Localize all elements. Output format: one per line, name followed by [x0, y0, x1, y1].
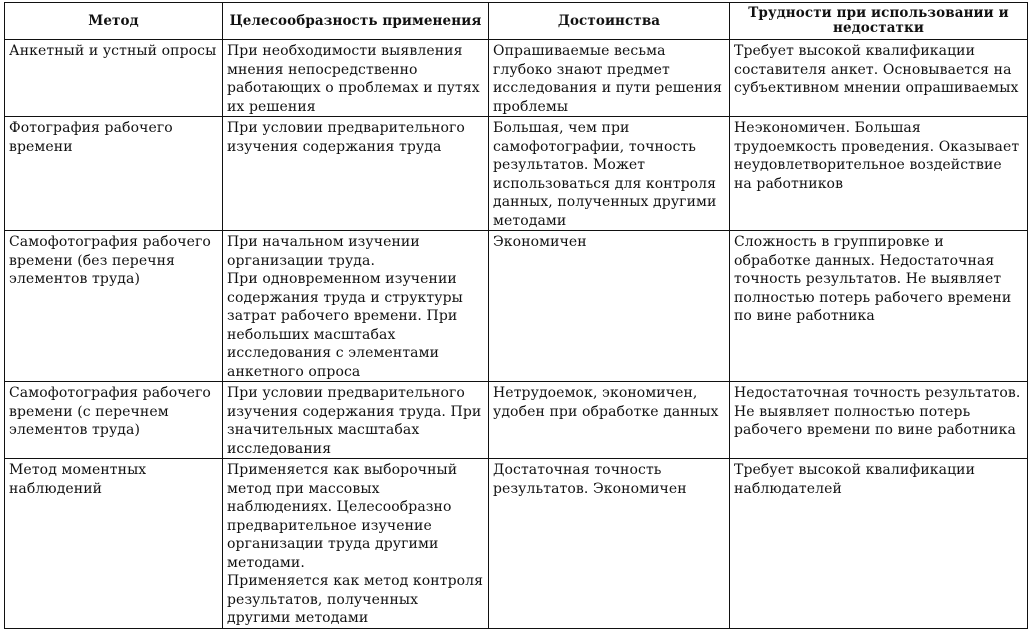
cell-application-text: Применяется как метод контроля результатов, полученных другими методами — [227, 573, 484, 626]
cell-application-text: При одновременном изучении содержания труда и структуры затрат рабочего времени. При небольших масштабах исследования с элементами анкетного опроса — [227, 271, 463, 380]
cell-drawbacks: Сложность в группировке и обработке данных. Недостаточная точность результатов. Не выявляет полностью потерь рабочего времени по вине работника — [730, 231, 1028, 382]
header-advantages: Достоинства — [489, 3, 730, 40]
cell-application-text: При условии предварительного изучения содержания труда — [227, 120, 465, 155]
table-row — [5, 40, 1028, 117]
table-row — [5, 459, 1028, 629]
cell-drawbacks: Требует высокой квалификации составителя анкет. Основывается на субъективном мнении опрашиваемых — [730, 40, 1028, 117]
table-row — [5, 382, 1028, 459]
cell-application — [223, 117, 489, 231]
header-method: Метод — [5, 3, 223, 40]
table-header-row — [5, 3, 1028, 40]
cell-drawbacks: Недостаточная точность результатов. Не выявляет полностью потерь рабочего времени по вине работника — [730, 382, 1028, 459]
cell-method: Самофотография рабочего времени (без перечня элементов труда) — [5, 231, 223, 382]
cell-application-text: При начальном изучении организации труда. — [227, 234, 420, 269]
cell-advantages: Экономичен — [489, 231, 730, 382]
cell-drawbacks: Неэкономичен. Большая трудоемкость проведения. Оказывает неудовлетворительное воздействие на работников — [730, 117, 1028, 231]
cell-method: Анкетный и устный опросы — [5, 40, 223, 117]
header-application: Целесообразность применения — [223, 3, 489, 40]
cell-advantages: Большая, чем при самофотографии, точность результатов. Может использоваться для контроля данных, полученных другими методами — [489, 117, 730, 231]
cell-drawbacks: Требует высокой квалификации наблюдателей — [730, 459, 1028, 629]
header-drawbacks: Трудности при использовании и недостатки — [730, 3, 1028, 40]
table-row — [5, 231, 1028, 382]
cell-application-text: При необходимости выявления мнения непосредственно работающих о проблемах и путях их решения — [227, 43, 480, 115]
cell-method: Метод моментных наблюдений — [5, 459, 223, 629]
cell-application — [223, 382, 489, 459]
cell-application-text: Применяется как выборочный метод при массовых наблюдениях. Целесообразно предварительное изучение организации труда другими методами. — [227, 462, 458, 571]
cell-application-text: При условии предварительного изучения содержания труда. При значительных масштабах исследования — [227, 385, 482, 457]
cell-advantages: Нетрудоемок, экономичен, удобен при обработке данных — [489, 382, 730, 459]
cell-application — [223, 231, 489, 382]
table-row — [5, 117, 1028, 231]
cell-method: Самофотография рабочего времени (с перечнем элементов труда) — [5, 382, 223, 459]
cell-advantages: Опрашиваемые весьма глубоко знают предмет исследования и пути решения проблемы — [489, 40, 730, 117]
cell-application — [223, 40, 489, 117]
methods-table — [4, 2, 1028, 629]
cell-application — [223, 459, 489, 629]
cell-method: Фотография рабочего времени — [5, 117, 223, 231]
cell-advantages: Достаточная точность результатов. Экономичен — [489, 459, 730, 629]
